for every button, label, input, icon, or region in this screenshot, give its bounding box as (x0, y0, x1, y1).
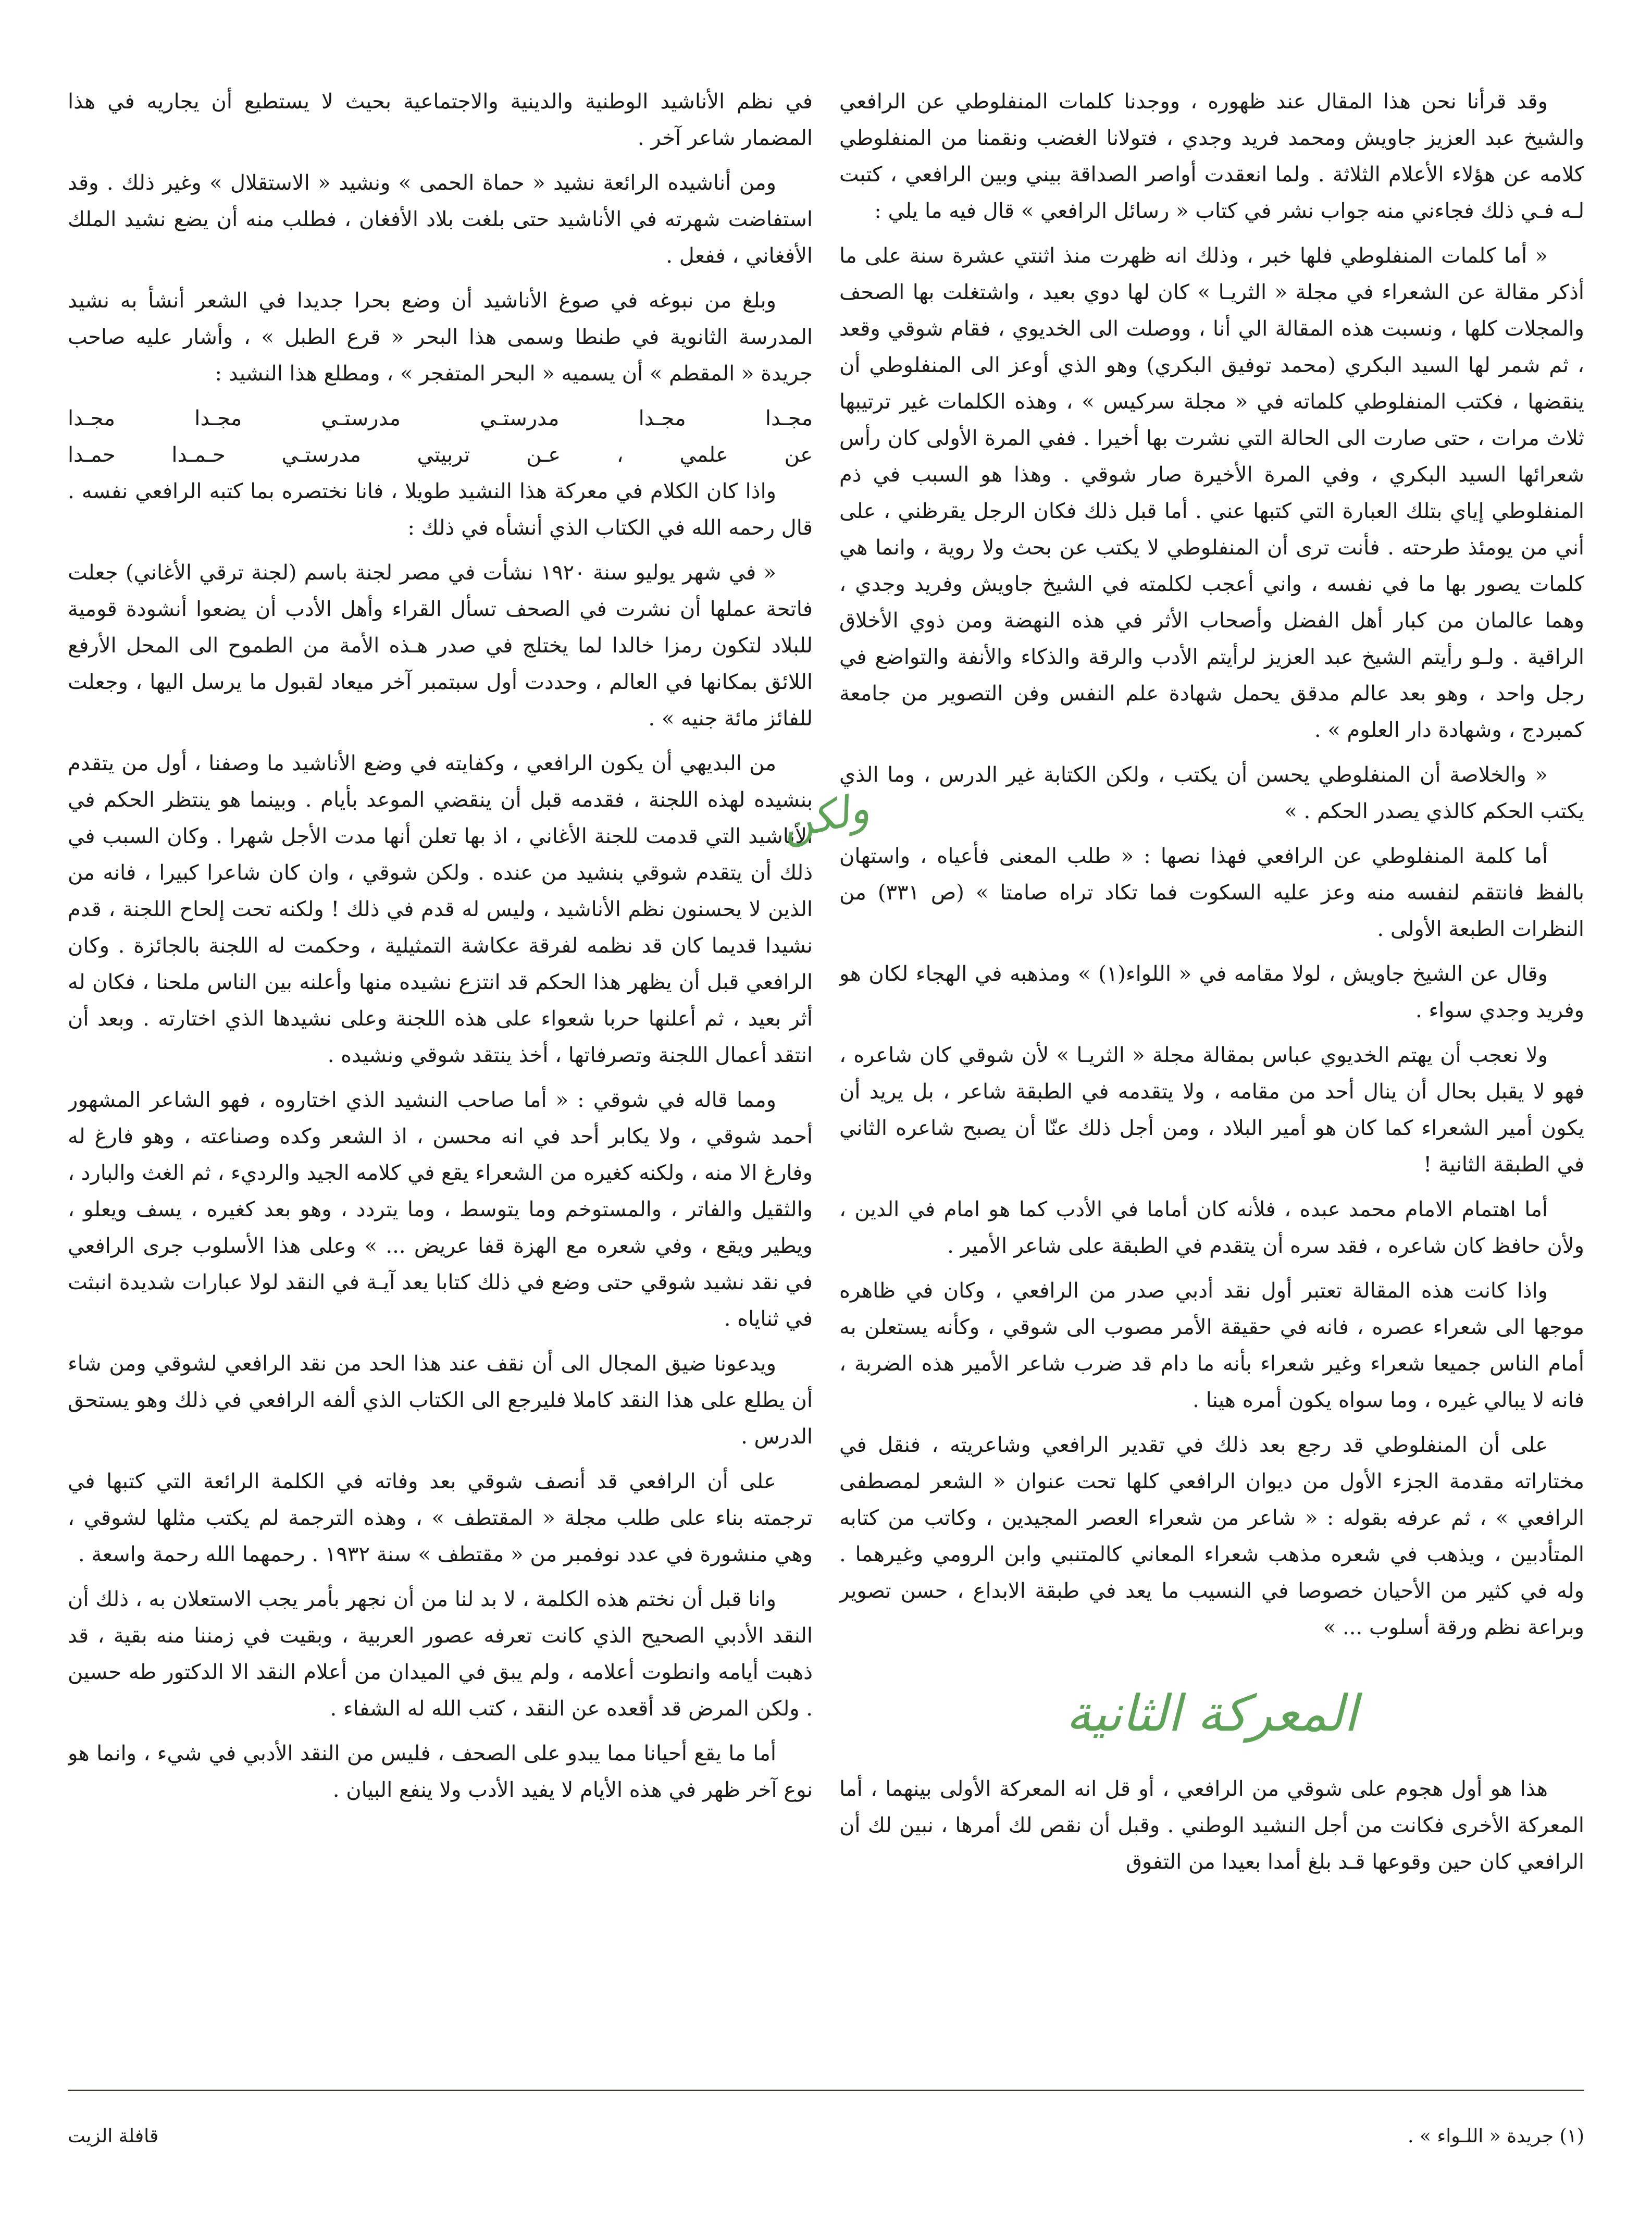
anthem-verse-1: مجـدا مجـدا مدرستـي مدرستـي مجـدا مجـدا (68, 406, 813, 430)
left-paragraph-5: « في شهر يوليو سنة ١٩٢٠ نشأت في مصر لجنة باسم (لجنة ترقي الأغاني) جعلت فاتحة عملها أن نشرت في الصحف تسأل القراء وأهل الأدب أن يضعوا أنشودة قومية للبلاد لتكون رمزا خالدا لما يختلج في صدر هـذه الأمة من الطموح الى المحل الأرفع اللائق بمكانها في العالم ، وحددت أول سبتمبر آخر ميعاد لقبول ما يرسل اليها ، وجعلت للفائز مائة جنيه » . (68, 561, 813, 731)
footnote-divider (68, 2090, 1584, 2091)
left-paragraph-3: وبلغ من نبوغه في صوغ الأناشيد أن وضع بحرا جديدا في الشعر أنشأ به نشيد المدرسة الثانوية في طنطا وسمى هذا البحر « قرع الطبل » ، وأشار عليه صاحب جريدة « المقطم » أن يسميه « البحر المتفجر » ، ومطلع هذا النشيد : (68, 289, 813, 386)
right-paragraph-5: وقال عن الشيخ جاويش ، لولا مقامه في « اللواء(١) » ومذهبه في الهجاء لكان هو وفريد وجدي سواء . (839, 962, 1584, 1022)
left-paragraph-11: أما ما يقع أحيانا مما يبدو على الصحف ، فليس من النقد الأدبي في شيء ، وانما هو نوع آخر ظهر في هذه الأيام لا يفيد الأدب ولا ينفع البيان . (68, 1742, 813, 1802)
right-paragraph-1: وقد قرأنا نحن هذا المقال عند ظهوره ، ووجدنا كلمات المنفلوطي عن الرافعي والشيخ عبد العزيز جاويش ومحمد فريد وجدي ، فتولانا الغضب ونقمنا من المنفلوطي كلامه عن هؤلاء الأعلام الثلاثة . ولما انعقدت أواصر الصداقة بيني وبين الرافعي ، كتبت لـه فـي ذلك فجاءني منه جواب نشر في كتاب « رسائل الرافعي » قال فيه ما يلي : (839, 90, 1584, 223)
right-paragraph-7: أما اهتمام الامام محمد عبده ، فلأنه كان أماما في الأدب كما هو امام في الدين ، ولأن حافظ كان شاعره ، فقد سره أن يتقدم في الطبقة على شاعر الأمير . (839, 1198, 1584, 1258)
article-columns (68, 83, 1584, 2079)
left-paragraph-2: ومن أناشيده الرائعة نشيد « حماة الحمى » ونشيد « الاستقلال » وغير ذلك . وقد استفاضت شهرته في الأناشيد حتى بلغت بلاد الأفغان ، فطلب منه أن يضع نشيد الملك الأفغاني ، ففعل . (68, 171, 813, 268)
right-paragraph-4: أما كلمة المنفلوطي عن الرافعي فهذا نصها : « طلب المعنى فأعياه ، واستهان بالفظ فانتقم لنفسه منه وعز عليه السكوت فما تكاد تراه صامتا » (ص ٣٣١) من النظرات الطبعة الأولى . (839, 844, 1584, 941)
right-paragraph-2: « أما كلمات المنفلوطي فلها خبر ، وذلك انه ظهرت منذ اثنتي عشرة سنة على ما أذكر مقالة عن الشعراء في مجلة « الثريـا » كان لها دوي بعيد ، واشتغلت بها الصحف والمجلات كلها ، ونسبت هذه المقالة الي أنا ، ووصلت الى الخديوي ، فقام شوقي وقعد ، ثم شمر لها السيد البكري (محمد توفيق البكري) وهو الذي أوعز الى المنفلوطي أن ينقضها ، فكتب المنفلوطي كلماته في « مجلة سركيس » ، وهذه الكلمات غير ترتيبها ثلاث مرات ، حتى صارت الى الحالة التي نشرت بها أخيرا . ففي المرة الأولى كان رأس شعرائها السيد البكري ، وفي المرة الأخيرة صار شوقي . وهذا هو السبب في ذم المنفلوطي إياي بتلك العبارة التي كتبها عني . أما قبل ذلك فكان الرجل يقرظني ، على أني من يومئذ طرحته . فأنت ترى أن المنفلوطي لا يكتب عن بحث ولا روية ، وانما هي كلمات يصور بها ما في نفسه ، واني أعجب لكلمته في الشيخ جاويش وفريد وجدي ، وهما عالمان من كبار أهل الفضل وأصحاب الأثر في هذه النهضة ومن ذوي الأخلاق الراقية . ولـو رأيتم الشيخ عبد العزيز لرأيتم الأدب والرقة والذكاء والأنفة والتواضع في رجل واحد ، وهو بعد عالم مدقق يحمل شهادة علم النفس وفن التصوير من جامعة كمبردج ، وشهادة دار العلوم » . (839, 244, 1584, 742)
right-paragraph-6: ولا نعجب أن يهتم الخديوي عباس بمقالة مجلة « الثريـا » لأن شوقي كان شاعره ، فهو لا يقبل بحال أن ينال أحد من مقامه ، ولا يتقدمه في الطبقة شاعر ، بل يريد أن يكون أمير الشعراء كما كان هو أمير البلاد ، ومن أجل ذلك عنّا أن يصبح شاعره الثاني في الطبقة الثانية ! (839, 1043, 1584, 1177)
left-paragraph-4: واذا كان الكلام في معركة هذا النشيد طويلا ، فانا نختصره بما كتبه الرافعي نفسه . قال رحمه الله في الكتاب الذي أنشأه في ذلك : (68, 479, 813, 540)
left-paragraph-1: في نظم الأناشيد الوطنية والدينية والاجتماعية بحيث لا يستطيع أن يجاريه في هذا المضمار شاعر آخر . (68, 90, 813, 150)
left-paragraph-8: ويدعونا ضيق المجال الى أن نقف عند هذا الحد من نقد الرافعي لشوقي ومن شاء أن يطلع على هذا النقد كاملا فليرجع الى الكتاب الذي ألفه الرافعي في ذلك وهو يستحق الدرس . (68, 1352, 813, 1449)
anthem-verse-2: عن علمي ، عـن تربيتي مدرستـي حـمـدا حمـدا (68, 443, 813, 467)
left-paragraph-7: ومما قاله في شوقي : « أما صاحب النشيد الذي اختاروه ، فهو الشاعر المشهور أحمد شوقي ، ولا يكابر أحد في انه محسن ، اذ الشعر وكده وصناعته ، وهو فارغ له وفارغ الا منه ، ولكنه كغيره من الشعراء يقع في كلامه الجيد والرديء ، ثم الغث والبارد ، والثقيل والفاتر ، والمستوخم وما يتوسط ، وما يتردد ، وهو بعد كغيره ، يسف ويعلو ، ويطير ويقع ، وفي شعره مع الهزة قفا عريض ... » وعلى هذا الأسلوب جرى الرافعي في نقد نشيد شوقي حتى وضع في ذلك كتابا يعد آيـة في النقد لولا عبارات شديدة انبثت في ثناياه . (68, 1088, 813, 1331)
section-heading: المعركة الثانية (1066, 1684, 1358, 1743)
left-paragraph-9: على أن الرافعي قد أنصف شوقي بعد وفاته في الكلمة الرائعة التي كتبها في ترجمته بناء على طلب مجلة « المقتطف » ، وهذه الترجمة لم يكتب مثلها لشوقي ، وهي منشورة في عدد نوفمبر من « مقتطف » سنة ١٩٣٢ . رحمهما الله رحمة واسعة . (68, 1470, 813, 1566)
right-column (839, 83, 1584, 2079)
right-paragraph-3: « والخلاصة أن المنفلوطي يحسن أن يكتب ، ولكن الكتابة غير الدرس ، وما الذي يكتب الحكم كالذي يصدر الحكم . » (839, 763, 1584, 823)
running-footer-title: قافلة الزيت (68, 2126, 159, 2147)
left-paragraph-6: من البديهي أن يكون الرافعي ، وكفايته في وضع الأناشيد ما وصفنا ، أول من يتقدم بنشيده لهذه اللجنة ، فقدمه قبل أن ينقضي الموعد بأيام . وبينما هو ينتظر الحكم في الأناشيد التي قدمت للجنة الأغاني ، اذ بها تعلن أنها مدت الأجل شهرا . وكان السبب في ذلك أن يتقدم شوقي بنشيد من عنده . ولكن شوقي ، وان كان شاعرا كبيرا ، فانه من الذين لا يحسنون نظم الأناشيد ، وليس له قدم في ذلك ! ولكنه تحت إلحاح اللجنة ، قدم نشيدا قديما كان قد نظمه لفرقة عكاشة التمثيلية ، وحكمت له اللجنة بالجائزة . وكان الرافعي قبل أن يظهر هذا الحكم قد انتزع نشيده منها وأعلنه بين الناس ملحنا ، فكان له أثر بعيد ، ثم أعلنها حربا شعواء على هذه اللجنة وعلى نشيدها الذي اختارته . وبعد أن انتقد أعمال اللجنة وتصرفاتها ، أخذ ينتقد شوقي ونشيده . (68, 751, 813, 1067)
margin-handwritten-mark: ولكن (777, 783, 873, 849)
footnote: (١) جريدة « اللـواء » . (1407, 2126, 1584, 2147)
left-column (68, 83, 813, 2079)
right-paragraph-9: على أن المنفلوطي قد رجع بعد ذلك في تقدير الرافعي وشاعريته ، فنقل في مختاراته مقدمة الجزء الأول من ديوان الرافعي كلها تحت عنوان « الشعر لمصطفى الرافعي » ، ثم عرفه بقوله : « شاعر من شعراء العصر المجيدين ، وكاتب من كتابه المتأدبين ، ويذهب في شعره مذهب شعراء المعاني كالمتنبي وابن الرومي وغيرهما . وله في كثير من الأحيان خصوصا في النسيب ما يعد في طبقة الابداع ، حسن تصوير وبراعة نظم ورقة أسلوب ... » (839, 1433, 1584, 1639)
right-paragraph-8: واذا كانت هذه المقالة تعتبر أول نقد أدبي صدر من الرافعي ، وكان في ظاهره موجها الى شعراء عصره ، فانه في حقيقة الأمر مصوب الى شوقي ، وكأنه يستعلن به أمام الناس جميعا شعراء وغير شعراء بأنه ما دام قد ضرب شاعر الأمير هذه الضربة ، فانه لا يبالي غيره ، وما سواه يكون أمره هينا . (839, 1279, 1584, 1412)
right-paragraph-after-heading: هذا هو أول هجوم على شوقي من الرافعي ، أو قل انه المعركة الأولى بينهما ، أما المعركة الأخرى فكانت من أجل النشيد الوطني . وقبل أن نقص لك أمرها ، نبين لك أن الرافعي كان حين وقوعها قـد بلغ أمدا بعيدا من التفوق (839, 1777, 1584, 1874)
left-paragraph-10: وانا قبل أن نختم هذه الكلمة ، لا بد لنا من أن نجهر بأمر يجب الاستعلان به ، ذلك أن النقد الأدبي الصحيح الذي كانت تعرفه عصور العربية ، وبقيت في زمننا منه بقية ، قد ذهبت أيامه وانطوت أعلامه ، ولم يبق في الميدان من أعلام النقد الا الدكتور طه حسين . ولكن المرض قد أقعده عن النقد ، كتب الله له الشفاء . (68, 1587, 813, 1721)
